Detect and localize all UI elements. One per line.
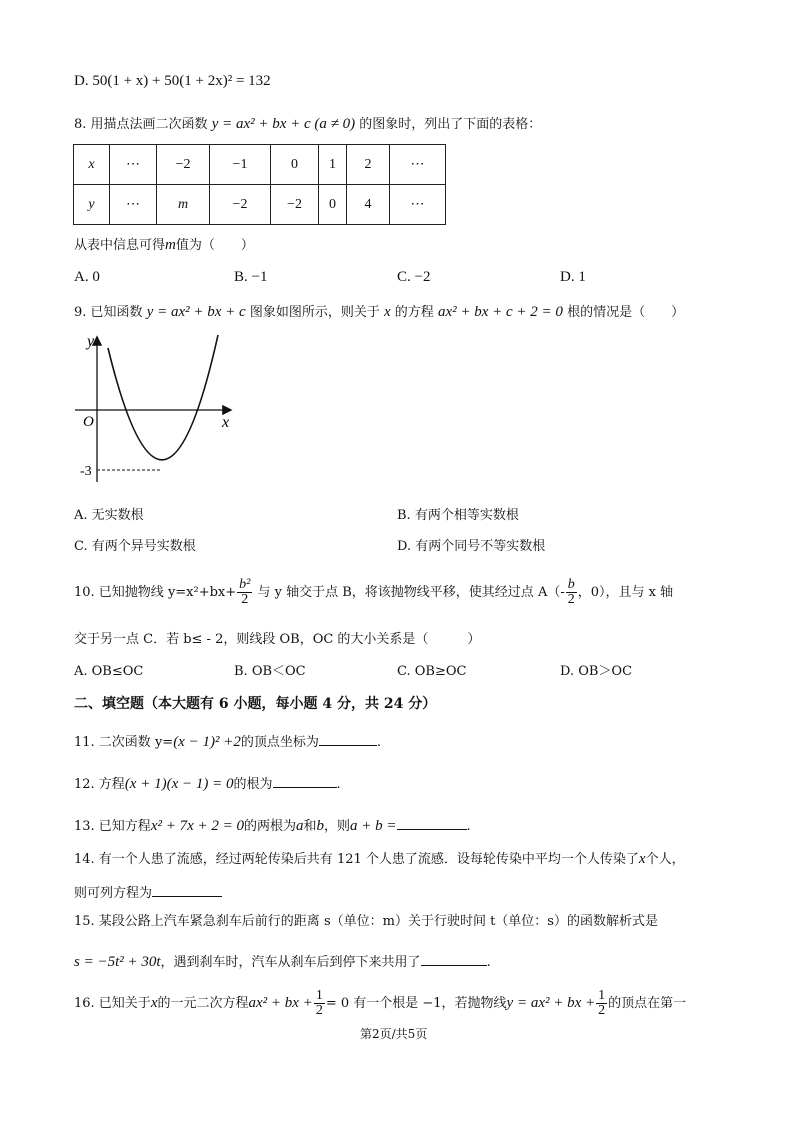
section-2-heading: 二、填空题（本大题有 6 小题，每小题 4 分，共 24 分） [74,696,437,712]
q8-option-d: D. 1 [560,269,586,285]
q10-option-d: D. OB＞OC [560,664,633,679]
q7-option-d: D. 50(1 + x) + 50(1 + 2x)² = 132 [74,73,271,89]
q15-line2: s = −5t² + 30t，遇到刹车时，汽车从刹车后到停下来共用了 . [74,951,491,972]
q10-option-a: A. OB≤OC [74,664,144,679]
q9-parabola-graph [70,330,250,490]
q10-option-c: C. OB≥OC [397,664,467,679]
q10-line1: 10. 已知抛物线 y=x²+bx+ $\frac{\text{b²}}{2}$ 与 y 轴交于点 B，将该抛物线平移，使其经过点 A（- $\frac{b}{2}$ ，0），且与 x 轴 [74,577,674,607]
answer-blank[interactable] [152,882,222,897]
q10-line2: 交于另一点 C．若 b≤ - 2，则线段 OB，OC 的大小关系是（ ） [74,632,481,647]
q12: 12. 方程(x + 1)(x − 1) = 0的根为 . [74,773,341,794]
q8-value-table [73,144,446,225]
q14-line1: 14. 有一个人患了流感，经过两轮传染后共有 121 个人患了流感．设每轮传染中平均一个人传染了x个人， [74,851,685,867]
q10-fraction-2: $\frac{b}{2}$ [567,577,575,607]
table-cell: x [74,145,110,185]
q9-option-a: A. 无实数根 [74,508,144,523]
table-cell: 0 [319,185,347,225]
table-row-y [74,185,446,225]
table-cell: ⋯ [390,185,446,225]
table-cell: 0 [271,145,319,185]
q9-option-b: B. 有两个相等实数根 [397,508,519,523]
q8-option-c: C. −2 [397,269,431,285]
y-axis-label: y [87,333,95,350]
q10-fraction: $\frac{\text{b²}}{2}$ [239,577,251,607]
table-cell: m [157,185,210,225]
answer-blank[interactable] [319,731,377,746]
table-cell: 4 [347,185,390,225]
table-cell: 2 [347,145,390,185]
page-footer: 第2页/共5页 [360,1027,428,1041]
q8-follow: 从表中信息可得m值为（ ） [74,237,254,253]
q10-option-b: B. OB＜OC [234,664,306,679]
table-cell: ⋯ [110,145,157,185]
q8-option-a: A. 0 [74,269,100,285]
answer-blank[interactable] [397,815,467,830]
table-cell: −2 [271,185,319,225]
q9-option-d: D. 有两个同号不等实数根 [397,539,546,554]
q16-fraction: $\frac{1}{2}$ [315,988,323,1018]
q15-line1: 15. 某段公路上汽车紧急刹车后前行的距离 s（单位：m）关于行驶时间 t（单位：s）的函数解析式是 [74,914,658,929]
table-cell: ⋯ [390,145,446,185]
table-row-x [74,145,446,185]
q16-fraction-2: $\frac{1}{2}$ [598,988,606,1018]
q9-stem: 9. 已知函数 y = ax² + bx + c 图象如图所示，则关于 x 的方程 ax² + bx + c + 2 = 0 根的情况是（ ） [74,304,685,320]
q16-line1: 16. 已知关于x的一元二次方程ax² + bx + $\frac{1}{2}$ = 0 有一个根是 −1，若抛物线y = ax² + bx + $\frac{1}{2}$ 的顶点在第一 [74,988,687,1018]
table-cell: −2 [210,185,271,225]
table-cell: 1 [319,145,347,185]
q8-option-b: B. −1 [234,269,268,285]
min-value-label: -3 [80,464,92,479]
q9-option-c: C. 有两个异号实数根 [74,539,196,554]
table-cell: y [74,185,110,225]
q13: 13. 已知方程x² + 7x + 2 = 0的两根为a和b，则a + b = . [74,815,471,836]
table-cell: ⋯ [110,185,157,225]
table-cell: −1 [210,145,271,185]
origin-label: O [83,414,94,430]
q14-line2: 则可列方程为 [74,882,222,903]
q11: 11. 二次函数 y=(x − 1)² +2的顶点坐标为 . [74,731,381,752]
answer-blank[interactable] [421,951,487,966]
x-axis-label: x [222,414,230,431]
parabola-curve [108,335,218,460]
table-cell: −2 [157,145,210,185]
q8-stem: 8. 用描点法画二次函数 y = ax² + bx + c (a ≠ 0) 的图象时，列出了下面的表格： [74,116,542,132]
answer-blank[interactable] [273,773,337,788]
